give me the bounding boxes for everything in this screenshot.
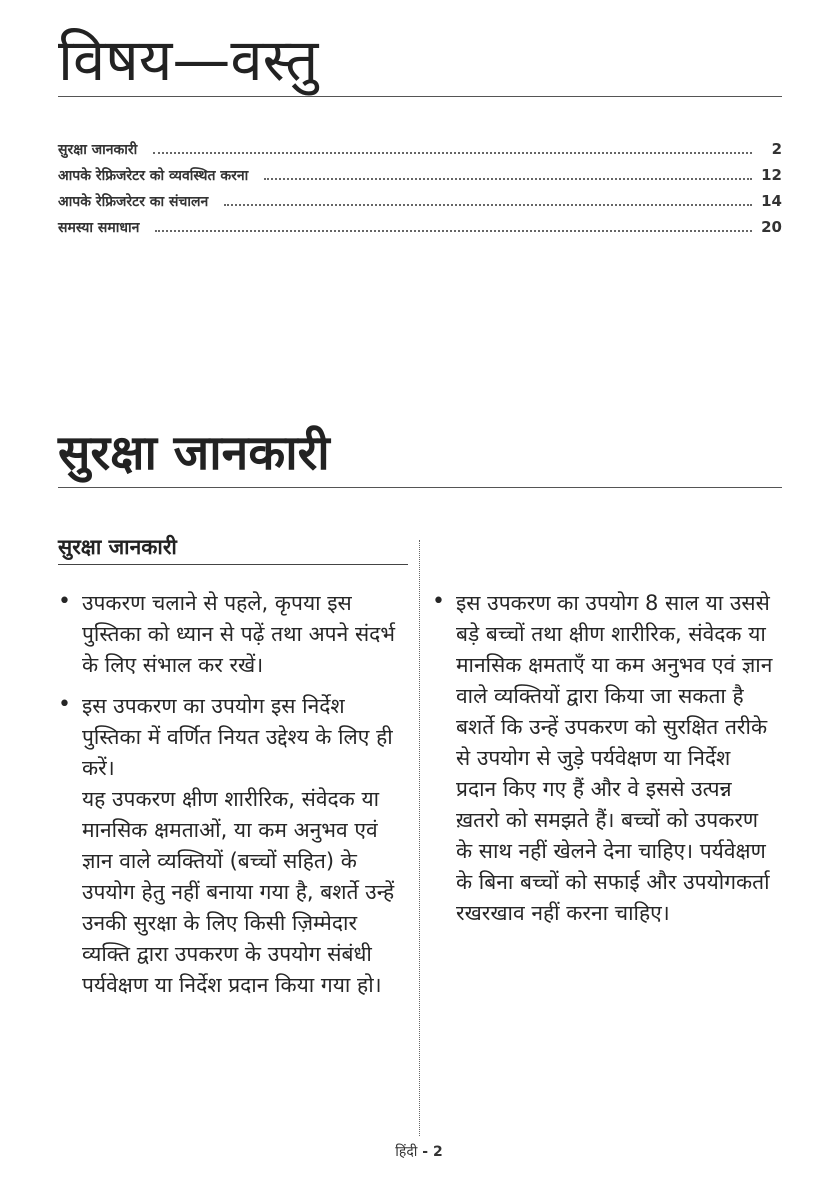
column-divider xyxy=(419,540,420,1136)
toc-leader-dots xyxy=(153,151,752,154)
toc-entry[interactable] xyxy=(58,192,782,218)
page-footer xyxy=(0,1142,838,1161)
toc-entry-label: सुरक्षा जानकारी xyxy=(58,142,138,158)
bullet-item xyxy=(56,691,408,1001)
toc-entry[interactable] xyxy=(58,140,782,166)
toc-title: विषय—वस्तु xyxy=(58,26,319,94)
toc-entry-page: 20 xyxy=(761,218,782,236)
table-of-contents xyxy=(58,140,782,244)
safety-section-title: सुरक्षा जानकारी xyxy=(58,425,330,481)
toc-leader-dots xyxy=(224,203,752,206)
bullet-paragraph: इस उपकरण का उपयोग 8 साल या उससे बड़े बच्चों तथा क्षीण शारीरिक, संवेदक या मानसिक क्षमताएँ या कम अनुभव एवं ज्ञान वाले व्यक्तियों द्वारा किया जा सकता है बशर्ते कि उन्हें उपकरण को सुरक्षित तरीके से उपयोग से जुड़े पर्यवेक्षण या निर्देश प्रदान किए गए हैं और वे इससे उत्पन्न ख़तरो को समझते हैं। बच्चों को उपकरण के साथ नहीं खेलने देना चाहिए। पर्यवेक्षण के बिना बच्चों को सफाई और उपयोगकर्ता रखरखाव नहीं करना चाहिए। xyxy=(456,591,773,925)
bullet-paragraph: उपकरण चलाने से पहले, कृपया इस पुस्तिका को ध्यान से पढ़ें तथा अपने संदर्भ के लिए संभाल कर रखें। xyxy=(82,591,396,677)
bullet-dot-icon: • xyxy=(58,692,71,717)
toc-entry-page: 2 xyxy=(771,140,782,158)
toc-title-rule xyxy=(58,96,782,97)
bullet-item xyxy=(56,588,408,681)
toc-entry-label: समस्या समाधान xyxy=(58,220,140,236)
bullet-dot-icon: • xyxy=(432,589,445,614)
toc-entry-page: 14 xyxy=(761,192,782,210)
toc-entry[interactable] xyxy=(58,218,782,244)
toc-leader-dots xyxy=(155,229,752,232)
safety-subheading: सुरक्षा जानकारी xyxy=(58,535,177,559)
bullet-item xyxy=(430,588,775,929)
bullet-paragraph: यह उपकरण क्षीण शारीरिक, संवेदक या मानसिक क्षमताओं, या कम अनुभव एवं ज्ञान वाले व्यक्तियों (बच्चों सहित) के उपयोग हेतु नहीं बनाया गया है, बशर्ते उन्हें उनकी सुरक्षा के लिए किसी ज़िम्मेदार व्यक्ति द्वारा उपकरण के उपयोग संबंधी पर्यवेक्षण या निर्देश प्रदान किया गया हो। xyxy=(82,787,395,997)
left-column-bullets xyxy=(56,588,408,1001)
footer-language: हिंदी xyxy=(395,1144,418,1160)
toc-entry-page: 12 xyxy=(761,166,782,184)
safety-title-rule xyxy=(58,487,782,488)
bullet-paragraph: इस उपकरण का उपयोग इस निर्देश पुस्तिका में वर्णित नियत उद्देश्य के लिए ही करें। xyxy=(82,694,393,780)
toc-leader-dots xyxy=(264,177,752,180)
toc-entry-label: आपके रेफ्रिजरेटर का संचालन xyxy=(58,194,209,210)
subheading-rule xyxy=(58,564,408,565)
toc-entry[interactable] xyxy=(58,166,782,192)
footer-separator: - xyxy=(417,1144,433,1160)
toc-entry-label: आपके रेफ्रिजरेटर को व्यवस्थित करना xyxy=(58,168,249,184)
bullet-dot-icon: • xyxy=(58,589,71,614)
footer-page-number: 2 xyxy=(432,1144,443,1160)
right-column-bullets xyxy=(430,588,775,929)
